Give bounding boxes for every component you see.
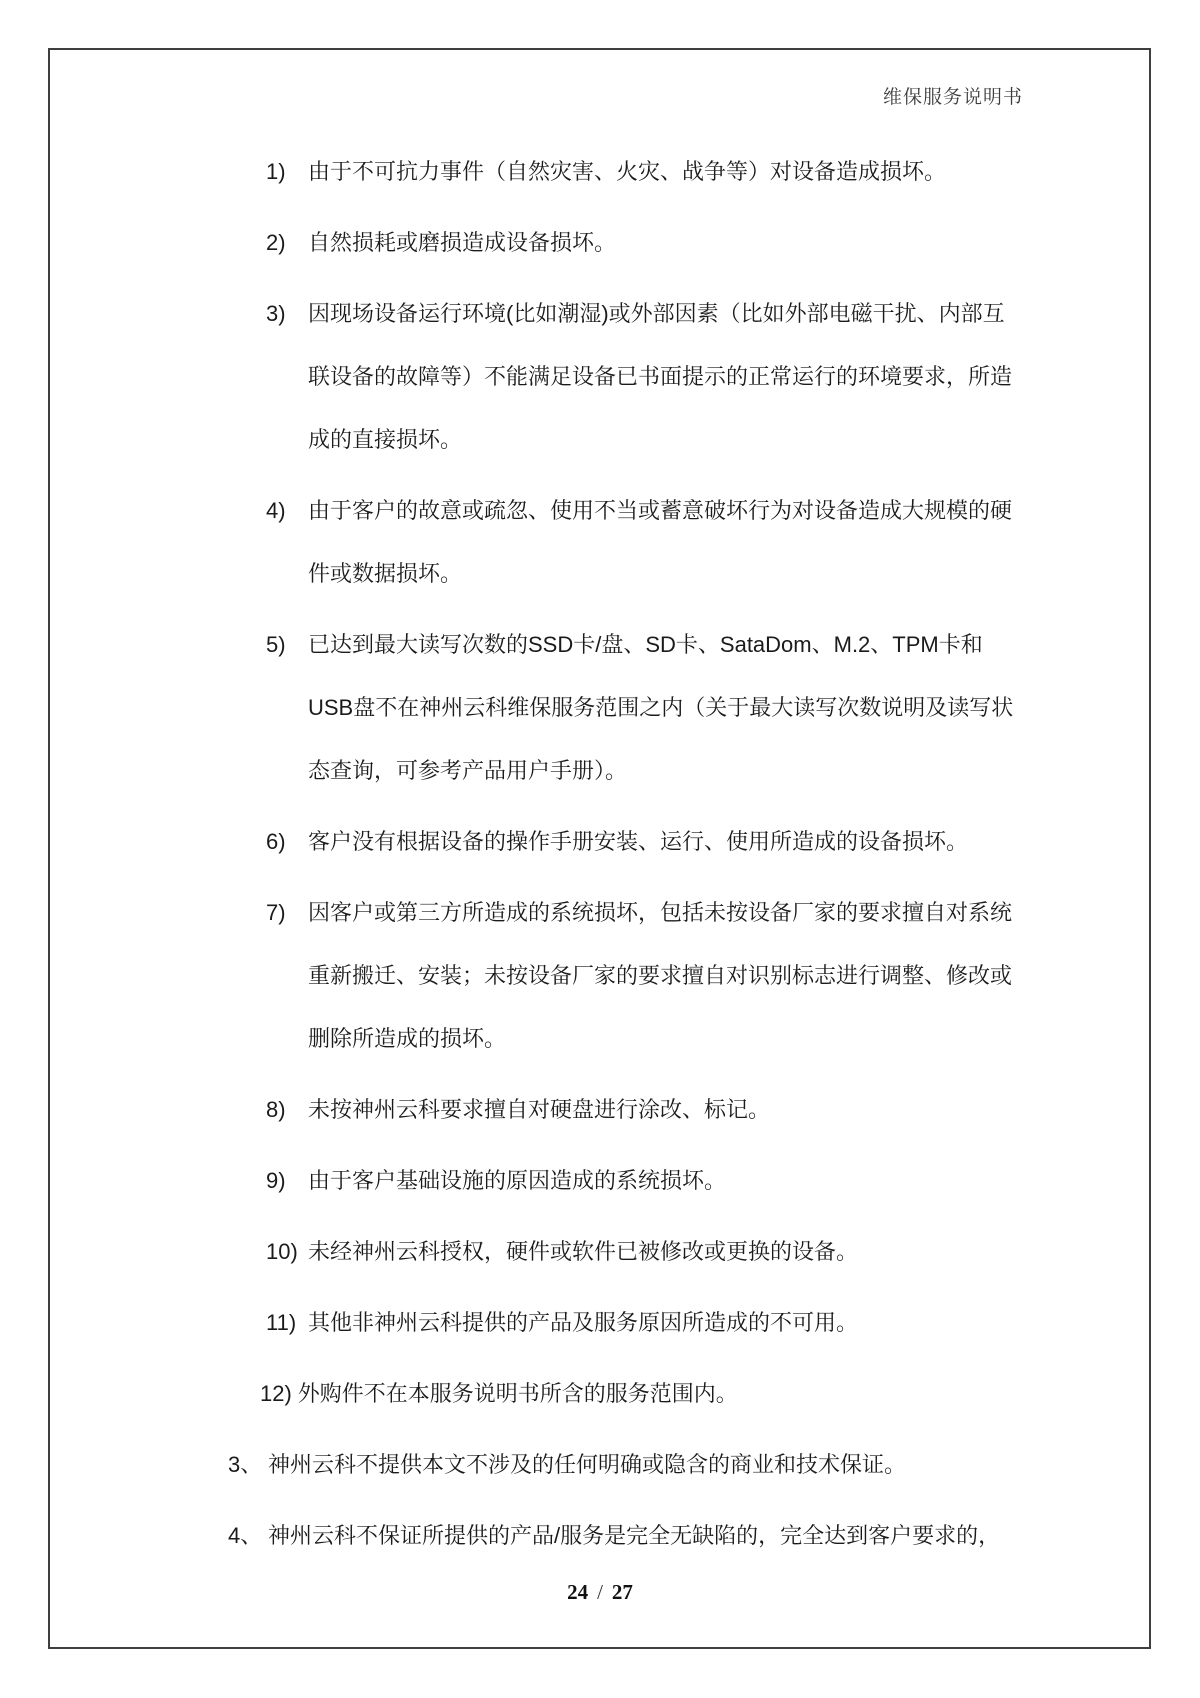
list-item-text: 神州云科不保证所提供的产品/服务是完全无缺陷的，完全达到客户要求的， (268, 1523, 1001, 1548)
list-item-line (0, 810, 1200, 873)
list-item-text: 未按神州云科要求擅自对硬盘进行涂改、标记。 (308, 1097, 771, 1122)
list-item-line (0, 542, 1200, 605)
list-item-text: 由于客户的故意或疏忽、使用不当或蓄意破坏行为对设备造成大规模的硬 (308, 498, 1013, 523)
list-item-number: 2) (266, 230, 286, 255)
list-item-line (0, 739, 1200, 802)
list-item-1 (0, 140, 1200, 203)
list-item-text: 其他非神州云科提供的产品及服务原因所造成的不可用。 (308, 1310, 859, 1335)
list-item-line (0, 345, 1200, 408)
list-item-text: 态查询，可参考产品用户手册）。 (308, 758, 628, 783)
list-item-text: 神州云科不提供本文不涉及的任何明确或隐含的商业和技术保证。 (268, 1452, 907, 1477)
list-item-number: 8) (266, 1097, 286, 1122)
list-item-number: 4) (266, 498, 286, 523)
list-item-text: 由于客户基础设施的原因造成的系统损坏。 (308, 1168, 727, 1193)
list-item-line (0, 1362, 1200, 1425)
list-item-6 (0, 810, 1200, 873)
list-item-line (0, 1220, 1200, 1283)
list-item-line (0, 1291, 1200, 1354)
list-item-text: 成的直接损坏。 (308, 427, 463, 452)
list-item-7 (0, 881, 1200, 1070)
list-item-main-4 (0, 1504, 1200, 1567)
list-item-text: 件或数据损坏。 (308, 561, 463, 586)
list-item-text: 由于不可抗力事件（自然灾害、火灾、战争等）对设备造成损坏。 (308, 159, 947, 184)
page-footer (0, 1580, 1200, 1605)
list-item-main-3 (0, 1433, 1200, 1496)
list-item-line (0, 1504, 1200, 1567)
list-item-text: 联设备的故障等）不能满足设备已书面提示的正常运行的环境要求，所造 (308, 364, 1013, 389)
list-item-10 (0, 1220, 1200, 1283)
list-item-text: 删除所造成的损坏。 (308, 1026, 507, 1051)
document-body (0, 140, 1200, 1575)
list-item-11 (0, 1291, 1200, 1354)
list-item-line (0, 881, 1200, 944)
list-item-line (0, 211, 1200, 274)
list-item-text: 客户没有根据设备的操作手册安装、运行、使用所造成的设备损坏。 (308, 829, 969, 854)
list-item-number: 7) (266, 900, 286, 925)
list-item-number: 3) (266, 301, 286, 326)
list-item-line (0, 1433, 1200, 1496)
list-item-number: 6) (266, 829, 286, 854)
list-item-number: 12) (260, 1381, 292, 1406)
list-item-number: 1) (266, 159, 286, 184)
total-page-number: 27 (611, 1580, 633, 1604)
list-item-number: 9) (266, 1168, 286, 1193)
list-item-line (0, 282, 1200, 345)
list-item-text: 外购件不在本服务说明书所含的服务范围内。 (297, 1381, 738, 1406)
list-item-number: 5) (266, 632, 286, 657)
list-item-5 (0, 613, 1200, 802)
list-item-text: 自然损耗或磨损造成设备损坏。 (308, 230, 617, 255)
list-item-text: 因客户或第三方所造成的系统损坏，包括未按设备厂家的要求擅自对系统 (308, 900, 1013, 925)
list-item-3 (0, 282, 1200, 471)
document-header-title: 维保服务说明书 (882, 87, 1023, 108)
list-item-number: 3、 (228, 1452, 263, 1477)
list-item-number: 4、 (228, 1523, 263, 1548)
list-item-text: 因现场设备运行环境(比如潮湿)或外部因素（比如外部电磁干扰、内部互 (308, 301, 1005, 326)
list-item-9 (0, 1149, 1200, 1212)
list-item-line (0, 944, 1200, 1007)
current-page-number: 24 (567, 1580, 589, 1604)
list-item-12 (0, 1362, 1200, 1425)
list-item-line (0, 140, 1200, 203)
list-item-line (0, 613, 1200, 676)
list-item-text: 已达到最大读写次数的SSD卡/盘、SD卡、SataDom、M.2、TPM卡和 (308, 632, 983, 657)
list-item-line (0, 408, 1200, 471)
list-item-number: 11) (266, 1310, 297, 1335)
list-item-text: USB盘不在神州云科维保服务范围之内（关于最大读写次数说明及读写状 (308, 695, 1014, 720)
list-item-line (0, 1149, 1200, 1212)
list-item-8 (0, 1078, 1200, 1141)
list-item-text: 重新搬迁、安装；未按设备厂家的要求擅自对识别标志进行调整、修改或 (308, 963, 1013, 988)
list-item-text: 未经神州云科授权，硬件或软件已被修改或更换的设备。 (308, 1239, 859, 1264)
page-number-separator: / (597, 1580, 603, 1604)
list-item-2 (0, 211, 1200, 274)
list-item-4 (0, 479, 1200, 605)
list-item-line (0, 676, 1200, 739)
list-item-line (0, 1078, 1200, 1141)
list-item-line (0, 479, 1200, 542)
list-item-number: 10) (266, 1239, 298, 1264)
list-item-line (0, 1007, 1200, 1070)
